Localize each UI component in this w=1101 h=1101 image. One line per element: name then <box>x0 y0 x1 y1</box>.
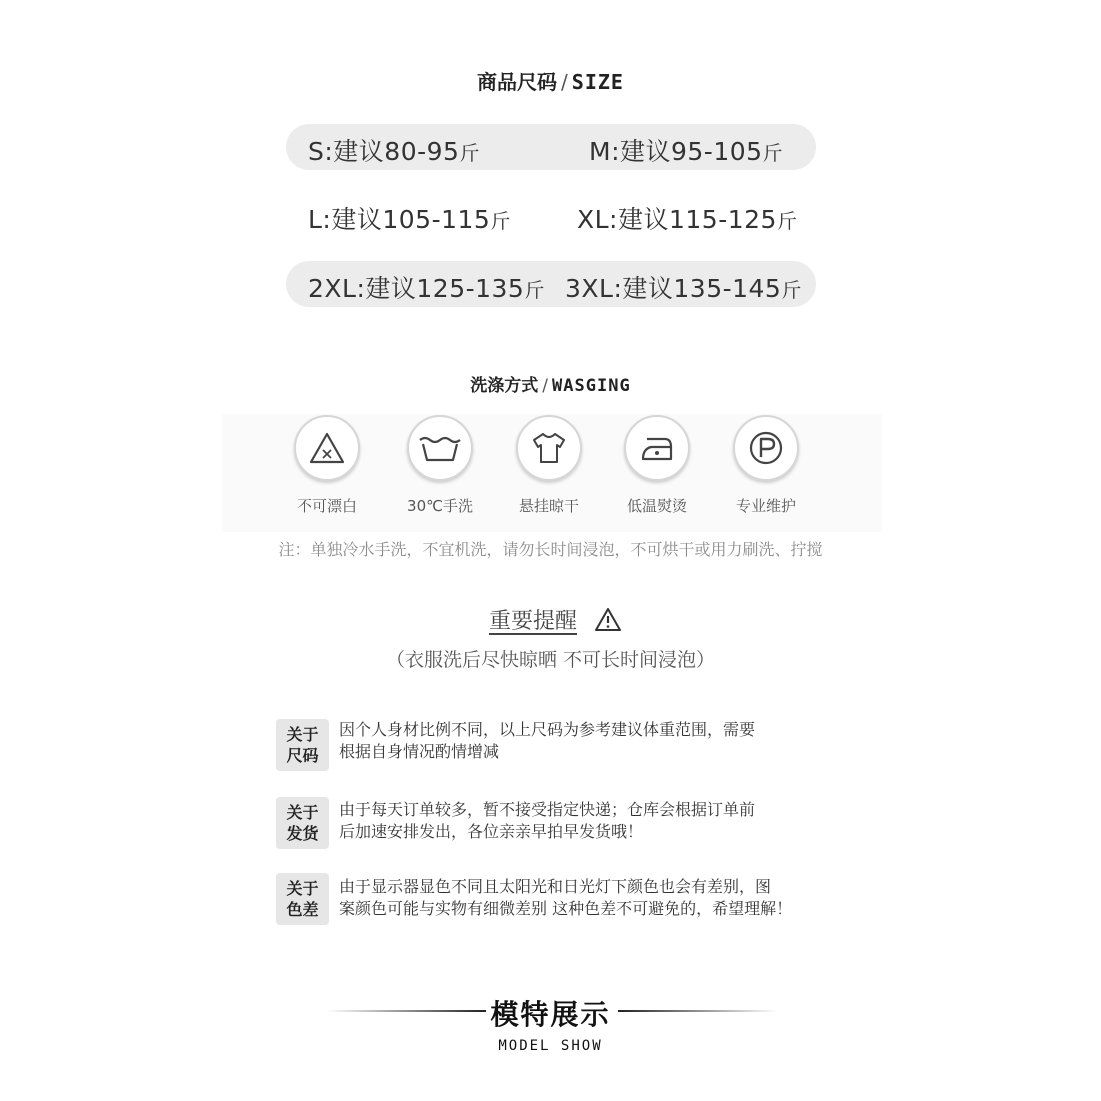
reminder-title: 重要提醒 <box>489 609 578 634</box>
wash-item-hang-dry <box>499 415 599 516</box>
wash-label: 悬挂晾干 <box>518 497 579 515</box>
wash-label: 不可漂白 <box>296 497 357 515</box>
size-xl: XL:建议115-125斤 <box>577 205 798 234</box>
size-title-separator: / <box>561 70 568 94</box>
size-3xl: 3XL:建议135-145斤 <box>565 274 802 303</box>
professional-care-icon <box>733 415 799 481</box>
warning-icon <box>594 607 622 637</box>
wash-label: 专业维护 <box>735 497 796 515</box>
wash-title-cn: 洗涤方式 <box>470 376 539 396</box>
wash-note: 注：单独冷水手洗，不宜机洗，请勿长时间浸泡，不可烘干或用力刷洗、拧搅 <box>278 540 823 559</box>
note-tag-color: 关于 色差 <box>276 873 329 925</box>
model-show-subtitle: MODEL SHOW <box>498 1038 603 1054</box>
low-iron-icon <box>624 415 690 481</box>
wash-item-professional-care <box>716 415 816 516</box>
hand-wash-icon <box>407 415 473 481</box>
note-tag-size: 关于 尺码 <box>276 719 329 771</box>
hang-dry-icon <box>516 415 582 481</box>
wash-section-title <box>0 371 1101 396</box>
size-title-en: SIZE <box>571 70 624 94</box>
wash-title-separator: / <box>542 376 549 396</box>
note-text-color: 由于显示器显色不同且太阳光和日光灯下颜色也会有差别，图 案颜色可能与实物有细微差别 这种色差不可避免的，希望理解！ <box>339 877 793 918</box>
reminder-subtitle: （衣服洗后尽快晾晒 不可长时间浸泡） <box>385 649 716 671</box>
note-text-shipping: 由于每天订单较多，暂不接受指定快递；仓库会根据订单前 后加速安排发出，各位亲亲早拍早发货哦！ <box>339 800 756 841</box>
size-l: L:建议105-115斤 <box>308 205 511 234</box>
wash-item-no-bleach <box>277 415 377 516</box>
model-show-title: 模特展示 <box>490 998 611 1031</box>
size-section-title <box>0 66 1101 95</box>
wash-item-hand-wash <box>390 415 490 516</box>
size-title-cn: 商品尺码 <box>477 70 558 94</box>
size-s: S:建议80-95斤 <box>308 137 480 166</box>
no-bleach-icon <box>294 415 360 481</box>
note-tag-shipping: 关于 发货 <box>276 797 329 849</box>
size-m: M:建议95-105斤 <box>589 137 784 166</box>
wash-label: 30℃手洗 <box>407 497 473 515</box>
size-2xl: 2XL:建议125-135斤 <box>308 274 545 303</box>
wash-label: 低温熨烫 <box>626 497 687 515</box>
note-text-size: 因个人身材比例不同，以上尺码为参考建议体重范围，需要 根据自身情况酌情增减 <box>339 720 756 761</box>
wash-item-low-iron <box>607 415 707 516</box>
wash-title-en: WASGING <box>552 376 631 396</box>
